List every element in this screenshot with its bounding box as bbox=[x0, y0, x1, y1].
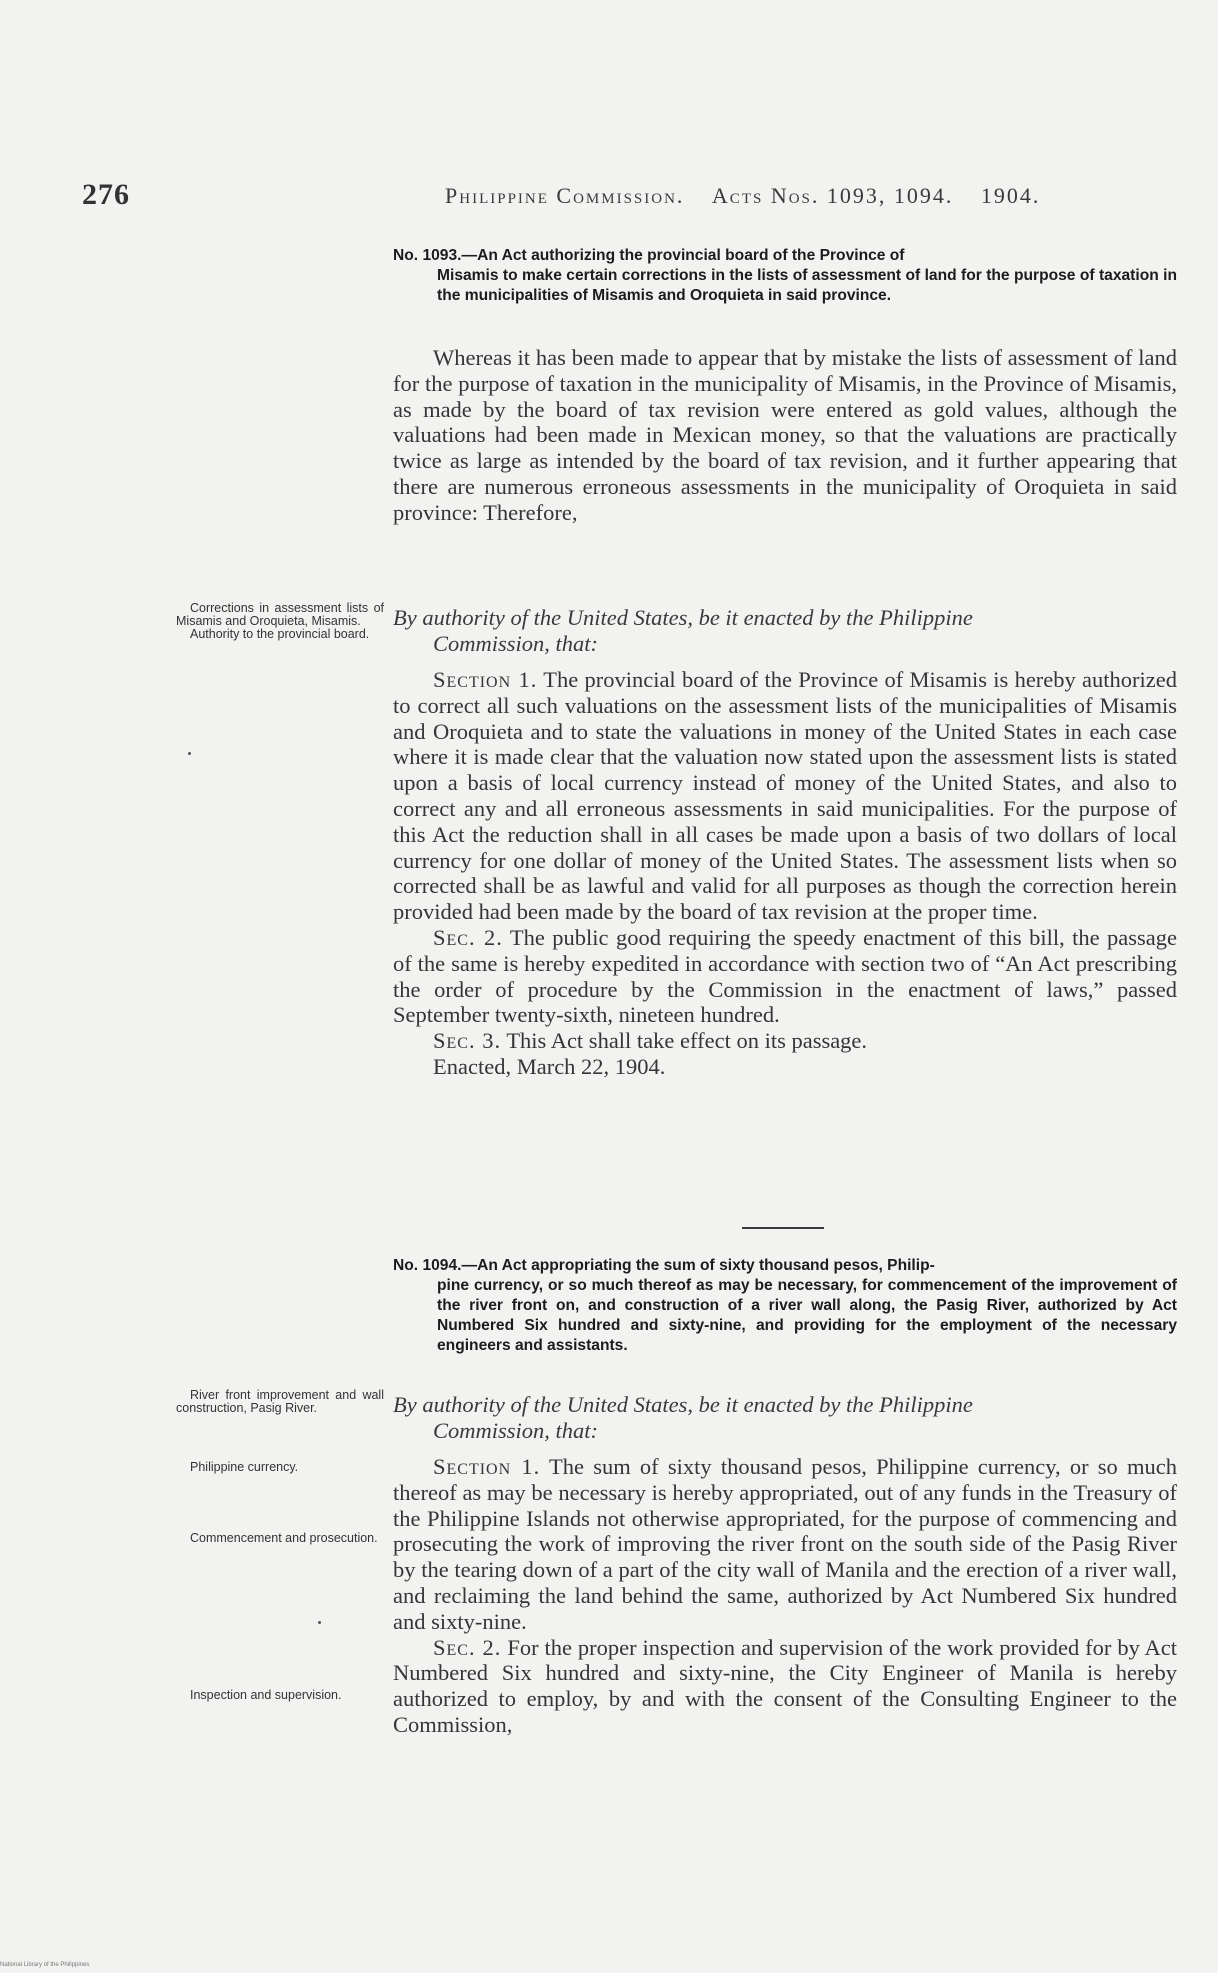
act-1094-number: No. 1094. bbox=[393, 1257, 462, 1274]
act-1094-heading bbox=[393, 1256, 1177, 1356]
act-1094-title-line1: —An Act appropriating the sum of sixty thousand pesos, Philip- bbox=[461, 1257, 935, 1274]
act-1094-title-rest: pine currency, or so much thereof as may be necessary, for commencement of the improvement of the river front on, and construction of a river wall along, the Pasig River, authorized by Act Numbered Six hundred and sixty-nine, and providing for the employment of the necessary engineers and assistants. bbox=[437, 1277, 1177, 1354]
section-1: Section 1. The sum of sixty thousand pesos, Philippine currency, or so much thereof as may be necessary is hereby appropriated, out of any funds in the Treasury of the Philippine Islands not otherwise appropriated, for the purpose of commencing and prosecuting the work of improving the river front on the south side of the Pasig River by the tearing down of a part of the city wall of Manila and the erection of a river wall, and reclaiming the land behind the same, authorized by Act Numbered Six hundred and sixty-nine. bbox=[393, 1454, 1177, 1634]
running-head bbox=[445, 183, 1040, 209]
page-number: 276 bbox=[82, 178, 130, 211]
running-head-year: 1904. bbox=[980, 183, 1041, 208]
section-1: Section 1. The provincial board of the Province of Misamis is hereby authorized to correct all such valuations on the assessment lists of the municipalities of Misamis and Oroquieta and to state the valuations in money of the United States in each case where it is made clear that the valuation now stated upon the assessment lists is stated upon a basis of local currency instead of money of the United States, and also to correct any and all erroneous assessments in said municipalities. For the purpose of this Act the reduction shall in all cases be made upon a basis of two dollars of local currency for one dollar of money of the United States. The assessment lists when so corrected shall be as lawful and valid for all purposes as though the correction herein provided had been made by the board of tax revision at the proper time. bbox=[393, 667, 1178, 925]
preamble-paragraph: Whereas it has been made to appear that by mistake the lists of assessment of land for the purpose of taxation in the municipality of Misamis, in the Province of Misamis, as made by the board of tax revision were entered as gold values, although the valuations had been made in Mexican money, so that the valuations are practically twice as large as intended by the board of tax revision, and it further appearing that there are numerous erroneous assessments in the municipality of Oroquieta in said province: Therefore, bbox=[393, 345, 1177, 525]
section-divider bbox=[742, 1227, 824, 1229]
margin-note-currency: Philippine currency. bbox=[190, 1460, 299, 1474]
act-1093-sections bbox=[393, 667, 1177, 1080]
act-1093-title-line1: —An Act authorizing the provincial board of the Province of bbox=[461, 247, 905, 264]
running-head-title: Philippine Commission. bbox=[445, 183, 685, 208]
act-1093-title-rest: Misamis to make certain corrections in the lists of assessment of land for the purpose of taxation in the municipalities of Misamis and Oroquieta in said province. bbox=[437, 267, 1177, 304]
scan-speck bbox=[318, 1621, 321, 1624]
act-1094-enacting-clause: By authority of the United States, be it enacted by the Philippine Commission, that: bbox=[393, 1392, 973, 1443]
running-head-acts: Acts Nos. 1093, 1094. bbox=[711, 183, 954, 208]
act-1093-enacting-clause: By authority of the United States, be it enacted by the Philippine Commission, that: bbox=[393, 605, 973, 656]
scan-speck bbox=[188, 752, 191, 755]
section-2: Sec. 2. The public good requiring the speedy enactment of this bill, the passage of the same is hereby expedited in accordance with section two of “An Act prescribing the order of procedure by the Commission in the enactment of laws,” passed September twenty-sixth, nineteen hundred. bbox=[393, 924, 1177, 1028]
act-1093-heading bbox=[393, 246, 1177, 306]
margin-note-corrections: Corrections in assessment lists of Misamis and Oroquieta, Misamis. Authority to the provincial board. bbox=[176, 601, 384, 641]
act-1093-preamble bbox=[393, 345, 1177, 526]
scan-footer: National Library of the Philippines bbox=[0, 1962, 90, 1968]
margin-note-commencement: Commencement and prosecution. bbox=[190, 1531, 378, 1545]
margin-note-river-front: River front improvement and wall construction, Pasig River. bbox=[176, 1388, 384, 1415]
section-2: Sec. 2. For the proper inspection and supervision of the work provided for by Act Numbered Six hundred and sixty-nine, the City Engineer of Manila is hereby authorized to employ, by and with the consent of the Consulting Engineer to the Commission, bbox=[393, 1634, 1177, 1737]
act-1094-sections bbox=[393, 1454, 1177, 1738]
section-3: Sec. 3. This Act shall take effect on its passage. bbox=[433, 1028, 868, 1054]
margin-note-inspection: Inspection and supervision. bbox=[190, 1688, 342, 1702]
act-1093-number: No. 1093. bbox=[393, 247, 462, 264]
enacted-date: Enacted, March 22, 1904. bbox=[433, 1053, 666, 1079]
